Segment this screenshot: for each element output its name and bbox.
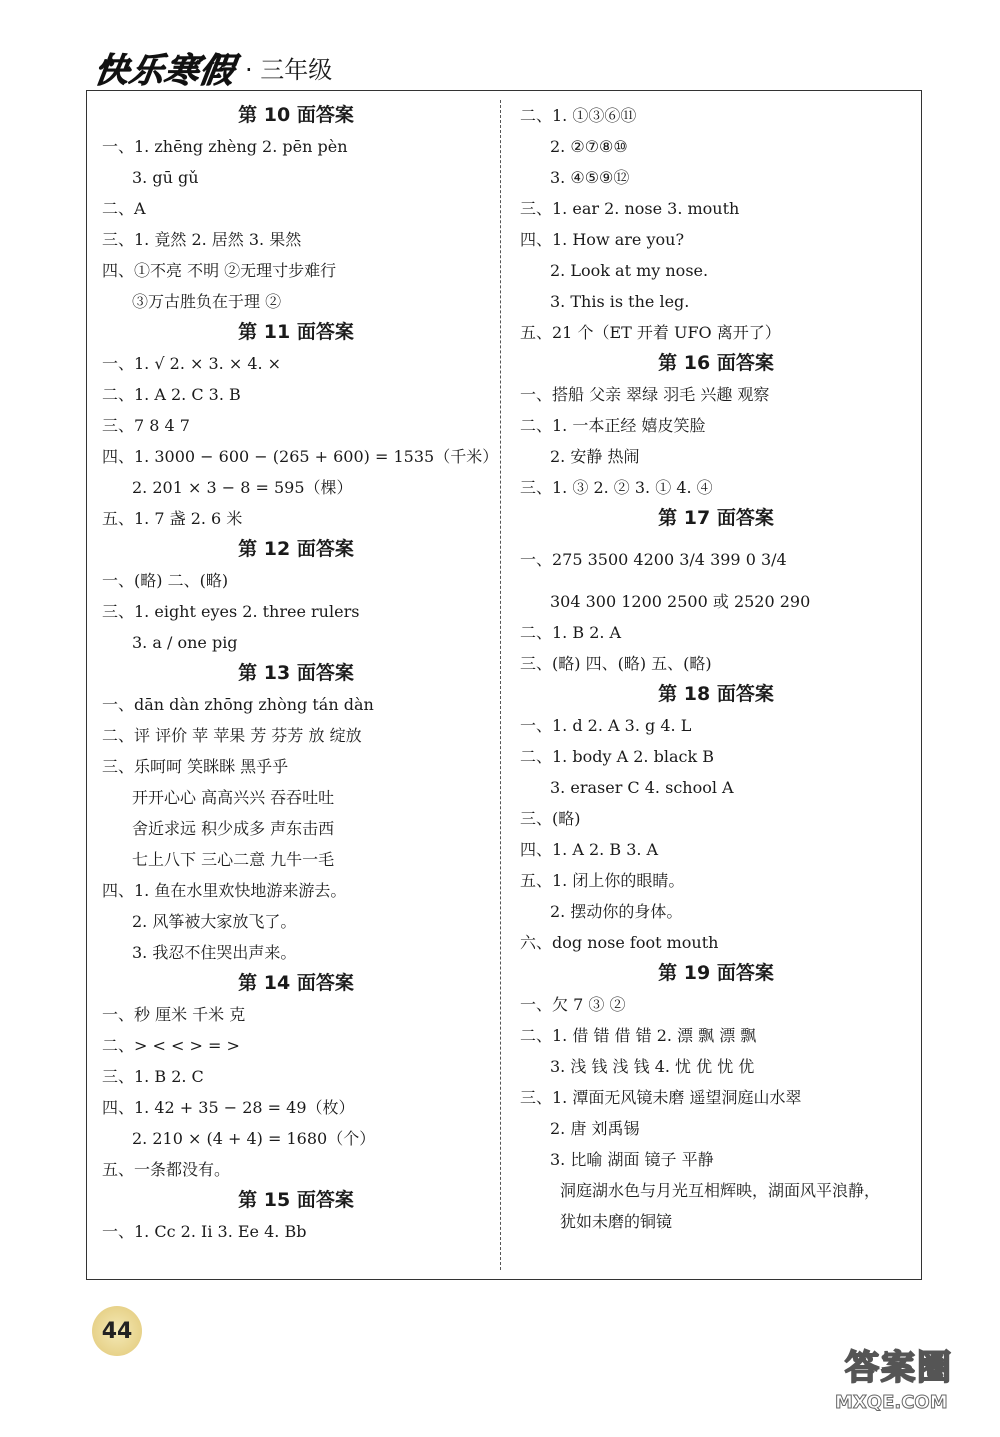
- answer-line: 一、秒 厘米 千米 克: [102, 1005, 246, 1024]
- section-heading: 第 14 面答案: [238, 972, 354, 994]
- answer-line: 二、A: [102, 199, 146, 218]
- answer-line: 2. 201 × 3 − 8 = 595（棵）: [132, 478, 353, 497]
- answer-line: 一、275 3500 4200 3/4 399 0 3/4: [520, 550, 787, 569]
- answer-line: 二、1. 一本正经 嬉皮笑脸: [520, 416, 706, 435]
- answer-line: 三、乐呵呵 笑眯眯 黑乎乎: [102, 757, 289, 776]
- answer-line: 304 300 1200 2500 或 2520 290: [550, 592, 811, 611]
- answer-line: 一、1. Cc 2. Ii 3. Ee 4. Bb: [102, 1222, 307, 1241]
- answer-line: 二、1. 借 错 借 错 2. 漂 飘 漂 飘: [520, 1026, 757, 1045]
- answer-line: 四、①不亮 不明 ②无理寸步难行: [102, 261, 337, 280]
- answer-line: 洞庭湖水色与月光互相辉映，湖面风平浪静，: [560, 1181, 881, 1200]
- answer-line: 二、评 评价 苹 苹果 芳 芬芳 放 绽放: [102, 726, 362, 745]
- answer-line: 四、1. 鱼在水里欢快地游来游去。: [102, 881, 347, 900]
- answer-line: 舍近求远 积少成多 声东击西: [132, 819, 335, 838]
- section-heading: 第 10 面答案: [238, 104, 354, 126]
- answer-line: 三、1. ③ 2. ② 3. ① 4. ④: [520, 478, 713, 497]
- answer-line: 2. ②⑦⑧⑩: [550, 137, 628, 156]
- answer-line: 三、(略): [520, 809, 581, 828]
- answer-line: 一、dān dàn zhōng zhòng tán dàn: [102, 695, 374, 714]
- answer-line: 二、1. B 2. A: [520, 623, 622, 642]
- section-heading: 第 18 面答案: [658, 683, 774, 705]
- answer-line: 2. 210 × (4 + 4) = 1680（个）: [132, 1129, 376, 1148]
- section-heading: 第 12 面答案: [238, 538, 354, 560]
- section-heading: 第 11 面答案: [238, 321, 354, 343]
- answer-line: 3. 比喻 湖面 镜子 平静: [550, 1150, 714, 1169]
- answer-line: 三、(略) 四、(略) 五、(略): [520, 654, 712, 673]
- column-divider: [500, 100, 501, 1270]
- answer-line: 3. gū gǔ: [132, 168, 199, 187]
- answer-line: 3. 浅 钱 浅 钱 4. 忧 优 忧 优: [550, 1057, 755, 1076]
- right-column: [520, 100, 912, 1237]
- left-column: [102, 100, 499, 1247]
- answer-line: 开开心心 高高兴兴 吞吞吐吐: [132, 788, 335, 807]
- answer-line: 四、1. How are you?: [520, 230, 685, 249]
- answer-line: 一、搭船 父亲 翠绿 羽毛 兴趣 观察: [520, 385, 770, 404]
- answer-line: 三、1. eight eyes 2. three rulers: [102, 602, 360, 621]
- answer-line: 三、1. B 2. C: [102, 1067, 204, 1086]
- answer-line: 二、1. body A 2. black B: [520, 747, 714, 766]
- answer-line: 七上八下 三心二意 九牛一毛: [132, 850, 335, 869]
- answer-line: 三、1. ear 2. nose 3. mouth: [520, 199, 740, 218]
- answer-line: 2. 摆动你的身体。: [550, 902, 683, 921]
- answer-line: 2. 唐 刘禹锡: [550, 1119, 640, 1138]
- section-heading: 第 15 面答案: [238, 1189, 354, 1211]
- answer-line: 一、欠 7 ③ ②: [520, 995, 626, 1014]
- answer-line: 3. 我忍不住哭出声来。: [132, 943, 297, 962]
- answer-line: 3. a / one pig: [132, 633, 238, 652]
- section-heading: 第 13 面答案: [238, 662, 354, 684]
- answer-line: 3. This is the leg.: [550, 292, 690, 311]
- page-number: 44: [92, 1306, 142, 1356]
- answer-line: 四、1. A 2. B 3. A: [520, 840, 659, 859]
- watermark-logo: 答案圈: [845, 1348, 953, 1388]
- answer-line: 一、1. zhēng zhèng 2. pēn pèn: [102, 137, 348, 156]
- section-heading: 第 16 面答案: [658, 352, 774, 374]
- answer-line: 一、1. √ 2. × 3. × 4. ×: [102, 354, 282, 373]
- answer-line: 四、1. 42 + 35 − 28 = 49（枚）: [102, 1098, 355, 1117]
- answer-line: 二、1. A 2. C 3. B: [102, 385, 241, 404]
- grade-label: · 三年级: [245, 55, 333, 84]
- answer-line: 一、(略) 二、(略): [102, 571, 229, 590]
- answer-line: 二、1. ①③⑥⑪: [520, 106, 637, 125]
- answer-line: 三、1. 潭面无风镜未磨 遥望洞庭山水翠: [520, 1088, 802, 1107]
- answer-line: 3. eraser C 4. school A: [550, 778, 734, 797]
- answer-line: 五、1. 闭上你的眼睛。: [520, 871, 685, 890]
- answer-line: 犹如未磨的铜镜: [560, 1212, 673, 1231]
- answer-line: 五、一条都没有。: [102, 1160, 231, 1179]
- section-heading: 第 17 面答案: [658, 507, 774, 529]
- answer-line: 三、1. 竟然 2. 居然 3. 果然: [102, 230, 302, 249]
- answer-line: 六、dog nose foot mouth: [520, 933, 719, 952]
- answer-line: 2. 风筝被大家放飞了。: [132, 912, 297, 931]
- answer-line: 四、1. 3000 − 600 − (265 + 600) = 1535（千米）: [102, 447, 499, 466]
- answer-line: ③万古胜负在于理 ②: [132, 292, 282, 311]
- watermark-url: MXQE.COM: [835, 1392, 948, 1413]
- answer-line: 2. 安静 热闹: [550, 447, 640, 466]
- answer-line: 三、7 8 4 7: [102, 416, 190, 435]
- book-header: [91, 42, 333, 92]
- section-heading: 第 19 面答案: [658, 962, 774, 984]
- answer-line: 二、> < < > = >: [102, 1036, 240, 1055]
- answer-line: 3. ④⑤⑨⑫: [550, 168, 630, 187]
- answer-line: 2. Look at my nose.: [550, 261, 709, 280]
- answer-line: 一、1. d 2. A 3. g 4. L: [520, 716, 692, 735]
- book-logo: 快乐寒假: [91, 50, 238, 91]
- answer-line: 五、21 个（ET 开着 UFO 离开了）: [520, 323, 781, 342]
- answer-line: 五、1. 7 盏 2. 6 米: [102, 509, 243, 528]
